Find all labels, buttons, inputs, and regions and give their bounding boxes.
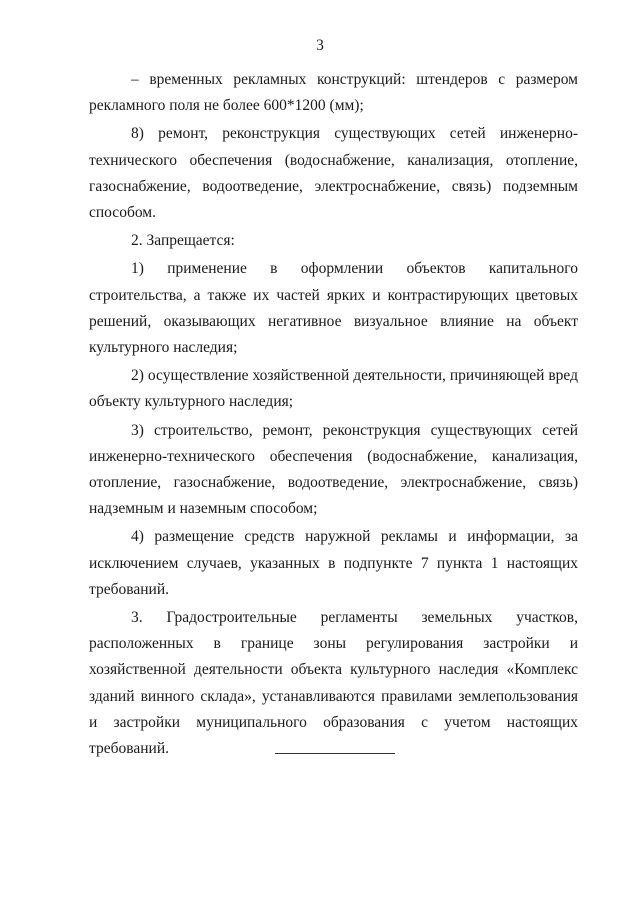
paragraph-prohibited-item-2: 2) осуществление хозяйственной деятельности, причиняющей вред объекту культурного наследия; [89, 367, 578, 411]
paragraph-prohibited-item-4: 4) размещение средств наружной рекламы и информации, за исключением случаев, указанных в подпункте 7 пункта 1 настоящих требований. [89, 528, 578, 598]
document-body [89, 67, 578, 764]
end-separator-line [275, 753, 395, 754]
paragraph-section-2-heading: 2. Запрещается: [131, 232, 235, 250]
paragraph-prohibited-item-1: 1) применение в оформлении объектов капитального строительства, а также их частей ярких и контрастирующих цветовых решений, оказывающих негативное визуальное влияние на объект культурного наследия; [89, 260, 578, 357]
paragraph-prohibited-item-3: 3) строительство, ремонт, реконструкция существующих сетей инженерно-технического обеспечения (водоснабжение, канализация, отопление, газоснабжение, водоотведение, электроснабжение, связь) надземным и наземным способом; [89, 421, 578, 518]
paragraph-section-3-regulations: 3. Градостроительные регламенты земельных участков, расположенных в границе зоны регулирования застройки и хозяйственной деятельности объекта культурного наследия «Комплекс зданий винного склада», устанавливаются правилами землепользования и застройки муниципального образования с учетом настоящих требований. [89, 609, 578, 758]
page-number: 3 [316, 37, 324, 54]
paragraph-temporary-ad-structures: – временных рекламных конструкций: штендеров с размером рекламного поля не более 600*1200 (мм); [89, 71, 578, 115]
paragraph-item-8-underground-networks: 8) ремонт, реконструкция существующих сетей инженерно-технического обеспечения (водоснабжение, канализация, отопление, газоснабжение, водоотведение, электроснабжение, связь) подземным способом. [89, 125, 578, 222]
